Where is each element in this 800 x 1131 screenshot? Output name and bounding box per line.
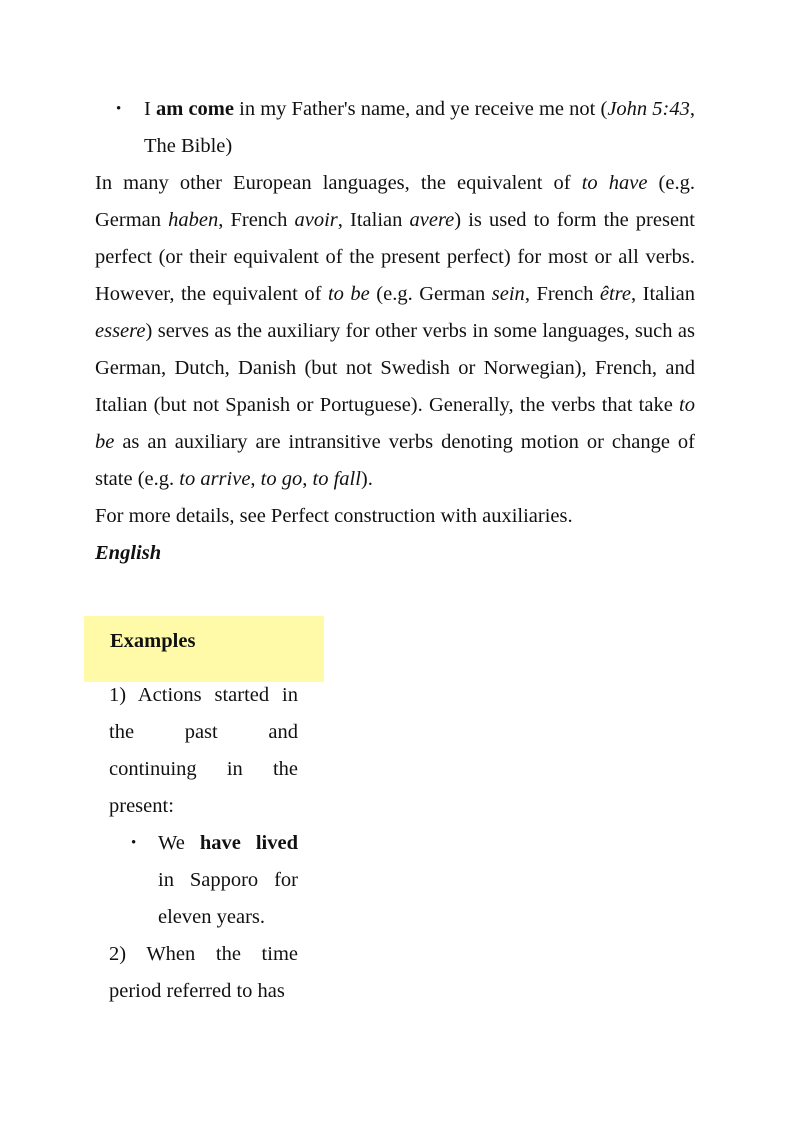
- example-item-1: 1) Actions started in the past and continuing in the present:: [109, 684, 298, 817]
- examples-title: Examples: [110, 630, 196, 652]
- quote-citation: John 5:43: [607, 98, 690, 120]
- example-item-2: 2) When the time period referred to has: [109, 943, 298, 1002]
- example-bold: have lived: [199, 832, 298, 854]
- quote-text: I: [144, 98, 156, 120]
- bullet-icon: •: [131, 835, 137, 851]
- quote-tail: , The Bible): [144, 98, 696, 157]
- examples-header: [84, 616, 324, 682]
- quote-bullet: [95, 91, 695, 165]
- example-bullet-1: • We have lived in Sapporo for eleven years.: [109, 825, 298, 936]
- document-body: [95, 91, 695, 572]
- quote-text-rest: in my Father's name, and ye receive me not (: [233, 98, 608, 120]
- examples-body: [109, 677, 298, 1010]
- section-heading: English: [95, 542, 162, 564]
- paragraph-more-details: For more details, see Perfect construction with auxiliaries.: [95, 505, 573, 527]
- quote-bold: am come: [155, 98, 234, 120]
- paragraph-european-languages: In many other European languages, the equivalent of to have (e.g. German haben, French avoir, Italian avere) is used to form the present perfect (or their equivalent of the present perfect) for most or all verbs. However, the equivalent of to be (e.g. German sein, French être, Italian essere) serves as the auxiliary for other verbs in some languages, such as German, Dutch, Danish (but not Swedish or Norwegian), French, and Italian (but not Spanish or Portuguese). Generally, the verbs that take to be as an auxiliary are intransitive verbs denoting motion or change of state (e.g. to arrive, to go, to fall).: [95, 172, 696, 490]
- bullet-icon: •: [116, 101, 122, 117]
